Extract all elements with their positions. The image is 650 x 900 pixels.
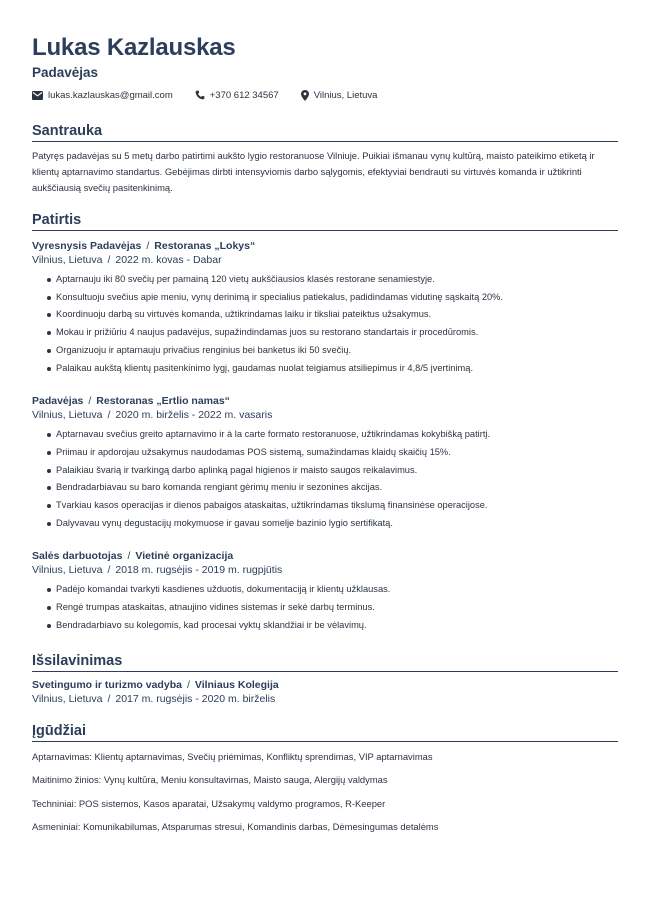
separator: / <box>107 409 111 422</box>
map-pin-icon <box>301 90 309 101</box>
job-entry <box>32 394 618 532</box>
education-degree: Svetingumo ir turizmo vadyba <box>32 678 182 691</box>
bullet-item: Dalyvavau vynų degustacijų mokymuose ir gavau somelje bazinio lygio sertifikatą. <box>56 515 618 533</box>
job-location: Vilnius, Lietuva <box>32 409 103 422</box>
education-meta-line <box>32 692 618 707</box>
job-dates: 2020 m. birželis - 2022 m. vasaris <box>115 409 273 422</box>
skills-list <box>32 751 618 834</box>
location-text: Vilnius, Lietuva <box>313 89 378 101</box>
bullet-item: Padėjo komandai tvarkyti kasdienes užduotis, dokumentaciją ir klientų užklausas. <box>56 581 618 599</box>
bullet-item: Bendradarbiavo su kolegomis, kad procesai vyktų sklandžiai ir be vėlavimų. <box>56 617 618 635</box>
bullet-item: Priimau ir apdorojau užsakymus naudodamas POS sistemą, sumažindamas klaidų skaičių 15%. <box>56 444 618 462</box>
separator: / <box>186 678 190 691</box>
skills-row: Asmeniniai: Komunikabilumas, Atsparumas stresui, Komandinis darbas, Dėmesingumas detalėms <box>32 821 439 833</box>
skills-row: Aptarnavimas: Klientų aptarnavimas, Svečių priėmimas, Konfliktų sprendimas, VIP aptarnavimas <box>32 750 433 762</box>
job-position: Padavėjas <box>32 395 84 408</box>
separator: / <box>88 395 92 408</box>
skills-row: Techniniai: POS sistemos, Kasos aparatai, Užsakymų valdymo programos, R-Keeper <box>32 797 386 809</box>
experience-list <box>32 239 618 635</box>
job-location: Vilnius, Lietuva <box>32 564 103 577</box>
job-meta-line <box>32 253 618 268</box>
bullet-item: Rengė trumpas ataskaitas, atnaujino vidines sistemas ir sekė darbų terminus. <box>56 599 618 617</box>
bullet-item: Aptarnavau svečius greito aptarnavimo ir à la carte formato restoranuose, užtikrindamas kokybišką patirtį. <box>56 426 618 444</box>
job-meta-line <box>32 563 618 578</box>
education-entry <box>32 678 618 707</box>
job-company: Vietinė organizacija <box>135 550 234 563</box>
job-company: Restoranas „Lokys“ <box>154 240 256 252</box>
separator: / <box>146 240 150 252</box>
contact-phone[interactable] <box>195 90 279 101</box>
job-position: Salės darbuotojas <box>32 550 123 563</box>
bullet-item: Aptarnauju iki 80 svečių per pamainą 120 vietų aukščiausios klasės restorane senamiestyje. <box>56 271 618 289</box>
bullet-item: Organizuoju ir aptarnauju privačius renginius bei banketus iki 50 svečių. <box>56 342 618 360</box>
job-entry <box>32 239 618 377</box>
separator: / <box>107 564 111 577</box>
phone-text: +370 612 34567 <box>209 89 279 101</box>
separator: / <box>107 254 111 266</box>
contact-email[interactable] <box>32 90 173 101</box>
job-company: Restoranas „Ertlio namas“ <box>96 395 230 408</box>
education-school: Vilniaus Kolegija <box>194 678 279 691</box>
job-title-line <box>32 394 618 408</box>
job-meta-line <box>32 408 618 423</box>
job-title-line <box>32 549 618 563</box>
skills-row: Maitinimo žinios: Vynų kultūra, Meniu konsultavimas, Maisto sauga, Alergijų valdymas <box>32 774 388 786</box>
education-location: Vilnius, Lietuva <box>32 692 103 705</box>
section-title-summary: Santrauka <box>32 122 618 142</box>
phone-icon <box>195 90 205 100</box>
section-title-education: Išsilavinimas <box>32 652 618 672</box>
education-section <box>32 652 618 707</box>
separator: / <box>107 692 111 705</box>
summary-text: Patyręs padavėjas su 5 metų darbo patirtimi aukšto lygio restoranuose Vilniuje. Puikiai išmanau vynų kultūrą, maisto pateikimo etiketą ir klientų aptarnavimo standartus. Gebėjimas dirbti intensyviomis darbo sąlygomis, efektyviai bendrauti su virtuvės komanda ir užtikrinti aukščiausią svečių pasitenkinimą. <box>32 150 595 193</box>
bullet-item: Tvarkiau kasos operacijas ir dienos pabaigos ataskaitas, užtikrindamas tikslumą finansinėse operacijose. <box>56 497 618 515</box>
bullet-item: Palaikiau švarią ir tvarkingą darbo aplinką pagal higienos ir maisto saugos reikalavimus. <box>56 462 618 480</box>
job-dates: 2022 m. kovas - Dabar <box>115 254 222 266</box>
bullet-item: Palaikau aukštą klientų pasitenkinimo lygį, gaudamas nuolat teigiamus atsiliepimus ir 4,8/5 įvertinimą. <box>56 360 618 378</box>
section-title-skills: Įgūdžiai <box>32 722 618 742</box>
job-entry <box>32 549 618 634</box>
job-location: Vilnius, Lietuva <box>32 254 103 266</box>
mail-icon <box>32 91 43 100</box>
education-dates: 2017 m. rugsėjis - 2020 m. birželis <box>115 692 276 705</box>
bullet-item: Bendradarbiavau su baro komanda rengiant gėrimų meniu ir sezonines akcijas. <box>56 479 618 497</box>
candidate-role: Padavėjas <box>32 65 99 80</box>
job-bullets <box>32 271 618 377</box>
candidate-name: Lukas Kazlauskas <box>32 34 236 61</box>
bullet-item: Konsultuoju svečius apie meniu, vynų derinimą ir specialius patiekalus, padidindamas vidutinę sąskaitą 20%. <box>56 289 618 307</box>
job-bullets <box>32 581 618 634</box>
bullet-item: Mokau ir prižiūriu 4 naujus padavėjus, supažindindamas juos su restorano standartais ir procedūromis. <box>56 324 618 342</box>
contact-location <box>301 90 378 101</box>
experience-section <box>32 211 618 635</box>
job-dates: 2018 m. rugsėjis - 2019 m. rugpjūtis <box>115 564 283 577</box>
job-title-line <box>32 239 618 253</box>
skills-section <box>32 722 618 834</box>
section-title-experience: Patirtis <box>32 211 618 231</box>
education-list <box>32 678 618 707</box>
bullet-item: Koordinuoju darbą su virtuvės komanda, užtikrindamas laiku ir tiksliai pateiktus užsakymus. <box>56 306 618 324</box>
job-bullets <box>32 426 618 532</box>
contact-bar <box>32 88 618 102</box>
email-text: lukas.kazlauskas@gmail.com <box>48 89 173 101</box>
education-title-line <box>32 678 618 692</box>
job-position: Vyresnysis Padavėjas <box>32 240 142 252</box>
summary-section <box>32 122 618 196</box>
resume-header <box>32 34 618 102</box>
separator: / <box>127 550 131 563</box>
